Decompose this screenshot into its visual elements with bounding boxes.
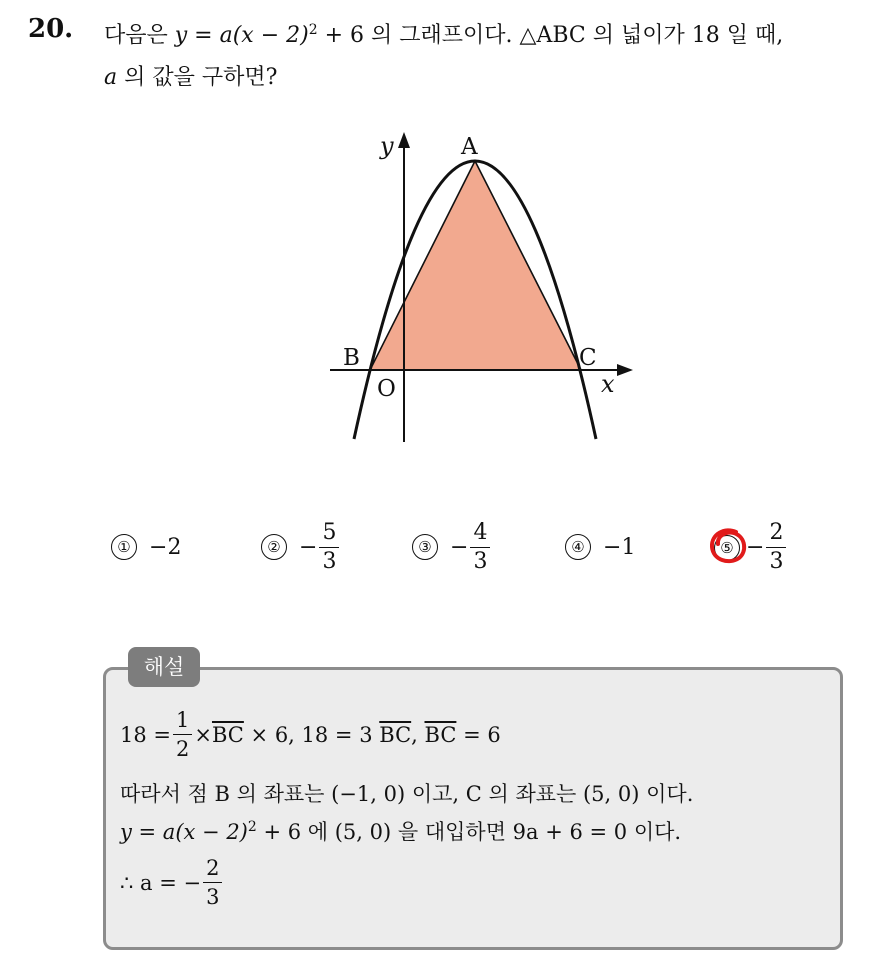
choice-2[interactable] xyxy=(261,512,341,582)
denominator: 2 xyxy=(176,737,190,761)
e1-h: = 6 xyxy=(456,722,501,747)
x-axis-arrow xyxy=(617,364,633,376)
origin-label: O xyxy=(377,376,396,402)
y-axis-arrow xyxy=(398,132,410,148)
parabola-graph xyxy=(330,124,640,448)
y-axis-label: y xyxy=(380,132,394,160)
q-equation: y = a(x − 2) xyxy=(174,23,309,48)
explanation-tag: 해설 xyxy=(128,647,200,687)
q-var: a xyxy=(104,65,118,90)
choice-1[interactable] xyxy=(111,512,181,582)
explanation-line-2: 따라서 점 B 의 좌표는 (−1, 0) 이고, C 의 좌표는 (5, 0) 이다. xyxy=(120,782,694,806)
explanation-line-4 xyxy=(120,856,224,909)
denominator: 3 xyxy=(769,548,784,574)
choice-sign: − xyxy=(299,534,318,560)
choice-sign: − xyxy=(746,534,765,560)
point-b-label: B xyxy=(343,345,360,371)
segment-bc: $\overline{BC}$ xyxy=(424,722,457,747)
question-number: 20. xyxy=(28,14,74,44)
e1-fraction xyxy=(173,708,192,761)
q-post: 의 그래프이다. △ABC 의 넓이가 18 일 때, xyxy=(364,23,784,48)
explanation-line-3 xyxy=(120,816,681,846)
choice-number: ④ xyxy=(565,534,591,560)
choice-number: ② xyxy=(261,534,287,560)
choice-5[interactable] xyxy=(714,512,788,582)
choice-sign: − xyxy=(450,534,469,560)
explanation-line-1 xyxy=(120,708,501,761)
choice-number: ⑤ xyxy=(714,535,740,561)
choice-sign: − xyxy=(603,534,622,560)
choice-number: ③ xyxy=(412,534,438,560)
choice-fraction xyxy=(470,521,490,574)
segment-bc: $\overline{BC}$ xyxy=(379,722,412,747)
red-circle-stroke xyxy=(712,530,744,561)
e1-d: × 6, 18 = 3 xyxy=(243,722,380,747)
e1-a: 18 = xyxy=(120,722,171,747)
choice-3[interactable] xyxy=(412,512,492,582)
answer-choices xyxy=(0,512,884,582)
numerator: 2 xyxy=(203,856,222,883)
question-line-2 xyxy=(104,60,277,91)
answer-mark xyxy=(714,534,740,561)
q-eq-post: + 6 xyxy=(317,23,365,48)
numerator: 1 xyxy=(173,708,192,735)
choice-fraction xyxy=(319,521,339,574)
x-axis-label: x xyxy=(601,370,615,398)
e3-equation: y = a(x − 2) xyxy=(120,820,248,844)
e3-rest: + 6 에 (5, 0) 을 대입하면 9a + 6 = 0 이다. xyxy=(256,820,682,844)
q-exponent: 2 xyxy=(308,22,318,38)
segment-bc: $\overline{BC}$ xyxy=(211,722,244,747)
q-pre: 다음은 xyxy=(104,23,175,48)
point-c-label: C xyxy=(579,345,597,371)
choice-number: ① xyxy=(111,534,137,560)
numerator: 2 xyxy=(766,521,786,548)
e4-a: ∴ a = − xyxy=(120,870,202,895)
e1-b: × xyxy=(194,722,212,747)
red-circle-icon xyxy=(706,525,750,569)
e4-fraction xyxy=(203,856,222,909)
e1-f: , xyxy=(411,722,425,747)
choice-4[interactable] xyxy=(565,512,635,582)
choice-value: 1 xyxy=(621,534,636,560)
choice-value: 2 xyxy=(167,534,182,560)
choice-sign: − xyxy=(149,534,168,560)
question-line-1 xyxy=(104,18,783,49)
denominator: 3 xyxy=(473,548,488,574)
numerator: 5 xyxy=(319,521,339,548)
e3-exponent: 2 xyxy=(247,819,257,835)
q-line2-text: 의 값을 구하면? xyxy=(117,65,278,90)
choice-fraction xyxy=(766,521,786,574)
point-a-label: A xyxy=(461,134,478,160)
numerator: 4 xyxy=(470,521,490,548)
denominator: 3 xyxy=(322,548,337,574)
denominator: 3 xyxy=(206,885,220,909)
